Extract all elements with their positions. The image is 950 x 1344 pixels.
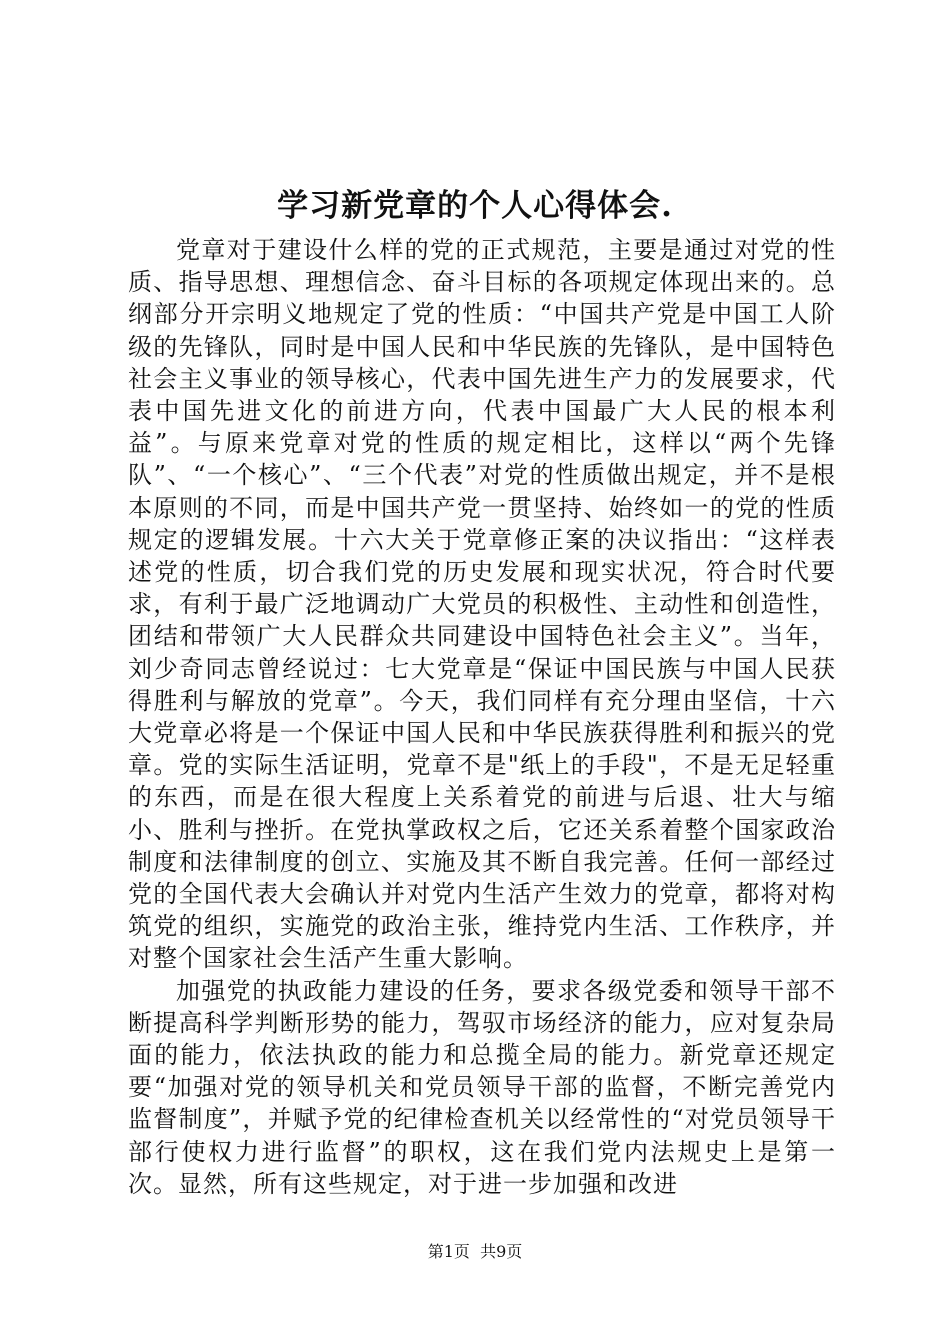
paragraph-1: 党章对于建设什么样的党的正式规范，主要是通过对党的性质、指导思想、理想信念、奋斗目标的各项规定体现出来的。总纲部分开宗明义地规定了党的性质：“中国共产党是中国工人阶级的先锋队，同时是中国人民和中华民族的先锋队，是中国特色社会主义事业的领导核心，代表中国先进生产力的发展要求，代表中国先进文化的前进方向，代表中国最广大人民的根本利益”。与原来党章对党的性质的规定相比，这样以“两个先锋队”、“一个核心”、“三个代表”对党的性质做出规定，并不是根本原则的不同，而是中国共产党一贯坚持、始终如一的党的性质规定的逻辑发展。十六大关于党章修正案的决议指出：“这样表述党的性质，切合我们党的历史发展和现实状况，符合时代要求，有利于最广泛地调动广大党员的积极性、主动性和创造性，团结和带领广大人民群众共同建设中国特色社会主义”。当年，刘少奇同志曾经说过：七大党章是“保证中国民族与中国人民获得胜利与解放的党章”。今天，我们同样有充分理由坚信，十六大党章必将是一个保证中国人民和中华民族获得胜利和振兴的党章。党的实际生活证明，党章不是"纸上的手段"，不是无足轻重的东西，而是在很大程度上关系着党的前进与后退、壮大与缩小、胜利与挫折。在党执掌政权之后，它还关系着整个国家政治制度和法律制度的创立、实施及其不断自我完善。任何一部经过党的全国代表大会确认并对党内生活产生效力的党章，都将对构筑党的组织，实施党的政治主张，维持党内生活、工作秩序，并对整个国家社会生活产生重大影响。 bbox=[128, 236, 836, 973]
paragraph-2: 加强党的执政能力建设的任务，要求各级党委和领导干部不断提高科学判断形势的能力，驾驭市场经济的能力，应对复杂局面的能力，依法执政的能力和总揽全局的能力。新党章还规定要“加强对党的领导机关和党员领导干部的监督，不断完善党内监督制度”，并赋予党的纪律检查机关以经常性的“对党员领导干部行使权力进行监督”的职权，这在我们党内法规史上是第一次。显然，所有这些规定，对于进一步加强和改进 bbox=[128, 976, 836, 1198]
page-footer bbox=[0, 1241, 950, 1263]
page-number: 第1页 共9页 bbox=[427, 1242, 523, 1261]
document-title: 学习新党章的个人心得体会. bbox=[277, 188, 673, 224]
document-body bbox=[128, 234, 836, 1200]
